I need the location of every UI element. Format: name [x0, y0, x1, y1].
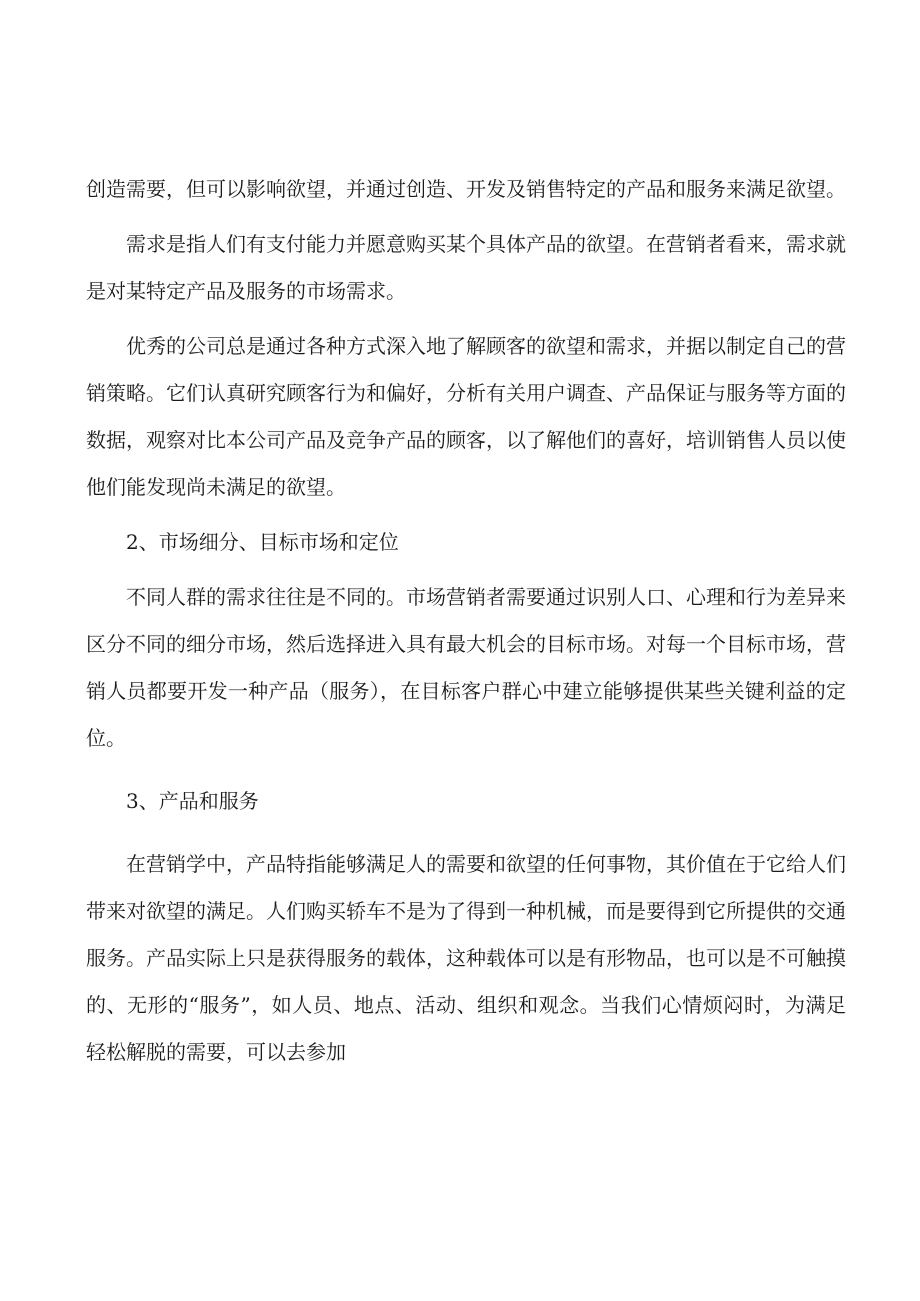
paragraph-continuation: 创造需要，但可以影响欲望，并通过创造、开发及销售特定的产品和服务来满足欲望。 [86, 177, 846, 201]
paragraph-demand-definition: 需求是指人们有支付能力并愿意购买某个具体产品的欲望。在营销者看来，需求就是对某特定产品及服务的市场需求。 [86, 232, 846, 303]
paragraph-spacer [86, 825, 846, 841]
paragraph-spacer [86, 762, 846, 778]
paragraph-spacer [86, 213, 846, 221]
paragraph-spacer [86, 566, 846, 574]
paragraph-excellent-companies: 优秀的公司总是通过各种方式深入地了解顾客的欲望和需求，并据以制定自己的营销策略。它们认真研究顾客行为和偏好，分析有关用户调查、产品保证与服务等方面的数据，观察对比本公司产品及竞争产品的顾客，以了解他们的喜好，培训销售人员以使他们能发现尚未满足的欲望。 [86, 334, 846, 499]
document-body [86, 166, 846, 1076]
paragraph-spacer [86, 315, 846, 323]
section-heading-segmentation: 2、市场细分、目标市场和定位 [126, 530, 399, 554]
paragraph-segmentation: 不同人群的需求往往是不同的。市场营销者需要通过识别人口、心理和行为差异来区分不同的细分市场，然后选择进入具有最大机会的目标市场。对每一个目标市场，营销人员都要开发一种产品（服务），在目标客户群心中建立能够提供某些关键利益的定位。 [86, 585, 846, 750]
paragraph-spacer [86, 511, 846, 519]
paragraph-products-services: 在营销学中，产品特指能够满足人的需要和欲望的任何事物，其价值在于它给人们带来对欲望的满足。人们购买轿车不是为了得到一种机械，而是要得到它所提供的交通服务。产品实际上只是获得服务的载体，这种载体可以是有形物品，也可以是不可触摸的、无形的“服务”，如人员、地点、活动、组织和观念。当我们心情烦闷时，为满足轻松解脱的需要，可以去参加 [86, 852, 846, 1064]
section-heading-products-services: 3、产品和服务 [126, 789, 259, 813]
